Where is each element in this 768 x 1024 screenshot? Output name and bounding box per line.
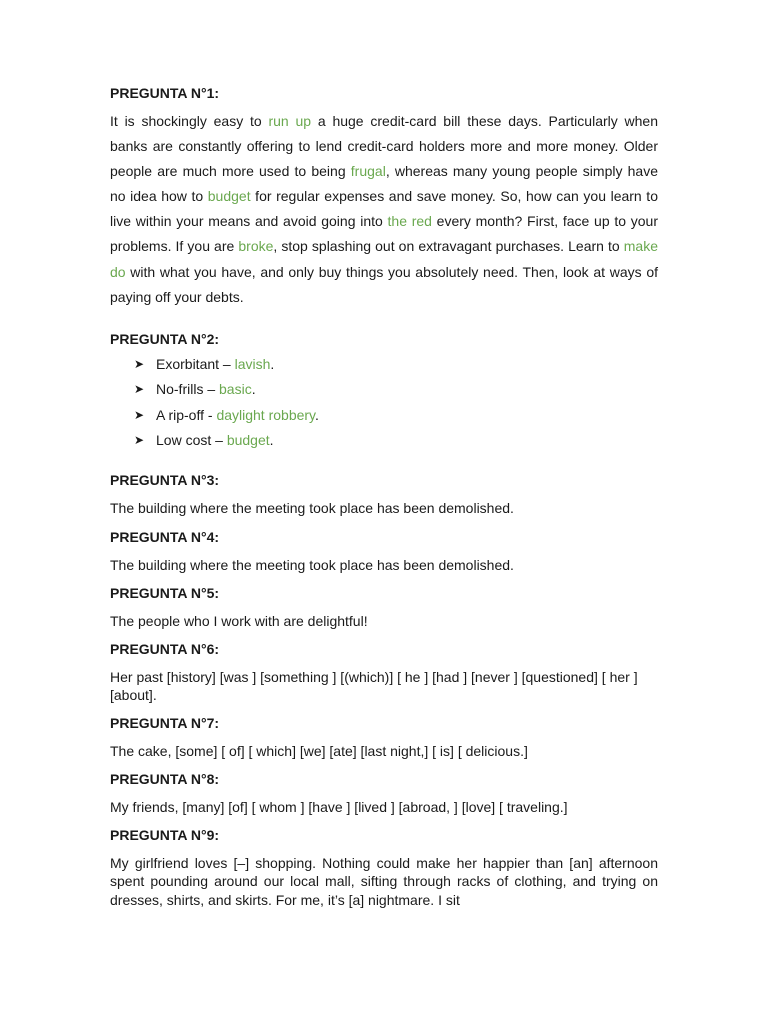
question-7-title: PREGUNTA N°7: xyxy=(110,714,220,731)
question-6-title: PREGUNTA N°6: xyxy=(110,640,220,657)
document-page xyxy=(110,84,658,909)
list-item xyxy=(134,428,658,454)
list-item xyxy=(134,403,658,429)
list-item-term: A rip-off - xyxy=(156,406,217,423)
question-2-list xyxy=(110,352,658,454)
arrow-bullet-icon: ➤ xyxy=(134,356,145,371)
paragraph-text: , stop splashing out on extravagant purchases. Learn to xyxy=(273,238,624,255)
highlighted-answer: make do xyxy=(110,238,658,280)
arrow-bullet-icon: ➤ xyxy=(134,433,145,448)
question-9-title: PREGUNTA N°9: xyxy=(110,826,220,843)
highlighted-answer: frugal xyxy=(350,163,386,180)
highlighted-answer: run up xyxy=(268,113,312,129)
question-4-answer: The building where the meeting took place has been demolished. xyxy=(110,556,514,573)
question-3-title: PREGUNTA N°3: xyxy=(110,471,220,488)
question-7-answer: The cake, [some] [ of] [ which] [we] [ate] [last night,] [ is] [ delicious.] xyxy=(110,742,528,759)
paragraph-text: for regular expenses and save money. So, how can you learn to live within your means and avoid going into xyxy=(110,188,658,230)
list-item-term: Exorbitant – xyxy=(156,355,235,372)
question-8-title: PREGUNTA N°8: xyxy=(110,770,220,787)
arrow-bullet-icon: ➤ xyxy=(134,407,145,422)
list-item-term: No-frills – xyxy=(156,381,220,398)
list-item-end: . xyxy=(269,432,274,449)
list-item xyxy=(134,377,658,403)
highlighted-answer: budget xyxy=(207,188,251,205)
highlighted-answer: lavish xyxy=(234,355,271,372)
question-1-title: PREGUNTA N°1: xyxy=(110,85,220,101)
paragraph-text: a huge credit-card bill these days. Particularly when banks are constantly offering to lend credit-card holders more and more money. Older people are much more used to being xyxy=(110,113,659,180)
list-item-end: . xyxy=(251,381,256,398)
question-5-title: PREGUNTA N°5: xyxy=(110,584,220,601)
arrow-bullet-icon: ➤ xyxy=(134,382,145,397)
question-6-answer: Her past [history] [was ] [something ] [(which)] [ he ] [had ] [never ] [questioned] [ her ] [about]. xyxy=(110,668,638,703)
question-3-answer: The building where the meeting took place has been demolished. xyxy=(110,499,514,516)
paragraph-text: , whereas many young people simply have no idea how to xyxy=(110,163,658,205)
list-item-term: Low cost – xyxy=(156,432,227,449)
paragraph-text: every month? First, face up to your problems. If you are xyxy=(110,213,658,255)
question-5-answer: The people who I work with are delightful! xyxy=(110,612,368,629)
question-2-title: PREGUNTA N°2: xyxy=(110,330,220,347)
paragraph-text: It is shockingly easy to xyxy=(110,113,269,129)
paragraph-text: with what you have, and only buy things you absolutely need. Then, look at ways of paying off your debts. xyxy=(110,263,658,305)
highlighted-answer: broke xyxy=(238,238,274,255)
highlighted-answer: the red xyxy=(387,213,432,230)
question-4-title: PREGUNTA N°4: xyxy=(110,528,220,545)
list-item-end: . xyxy=(270,355,275,372)
highlighted-answer: basic xyxy=(219,381,252,398)
list-item xyxy=(134,352,658,378)
question-8-answer: My friends, [many] [of] [ whom ] [have ] [lived ] [abroad, ] [love] [ traveling.] xyxy=(110,798,568,815)
question-9-paragraph: My girlfriend loves [–] shopping. Nothing could make her happier than [an] afternoon spent pounding around our local mall, sifting through racks of clothing, and trying on dresses, shirts, and skirts. For me, it’s [a] nightmare. I sit xyxy=(110,854,658,908)
question-1-paragraph xyxy=(110,109,658,310)
list-item-end: . xyxy=(315,406,319,423)
highlighted-answer: daylight robbery xyxy=(216,406,316,423)
highlighted-answer: budget xyxy=(226,432,270,449)
